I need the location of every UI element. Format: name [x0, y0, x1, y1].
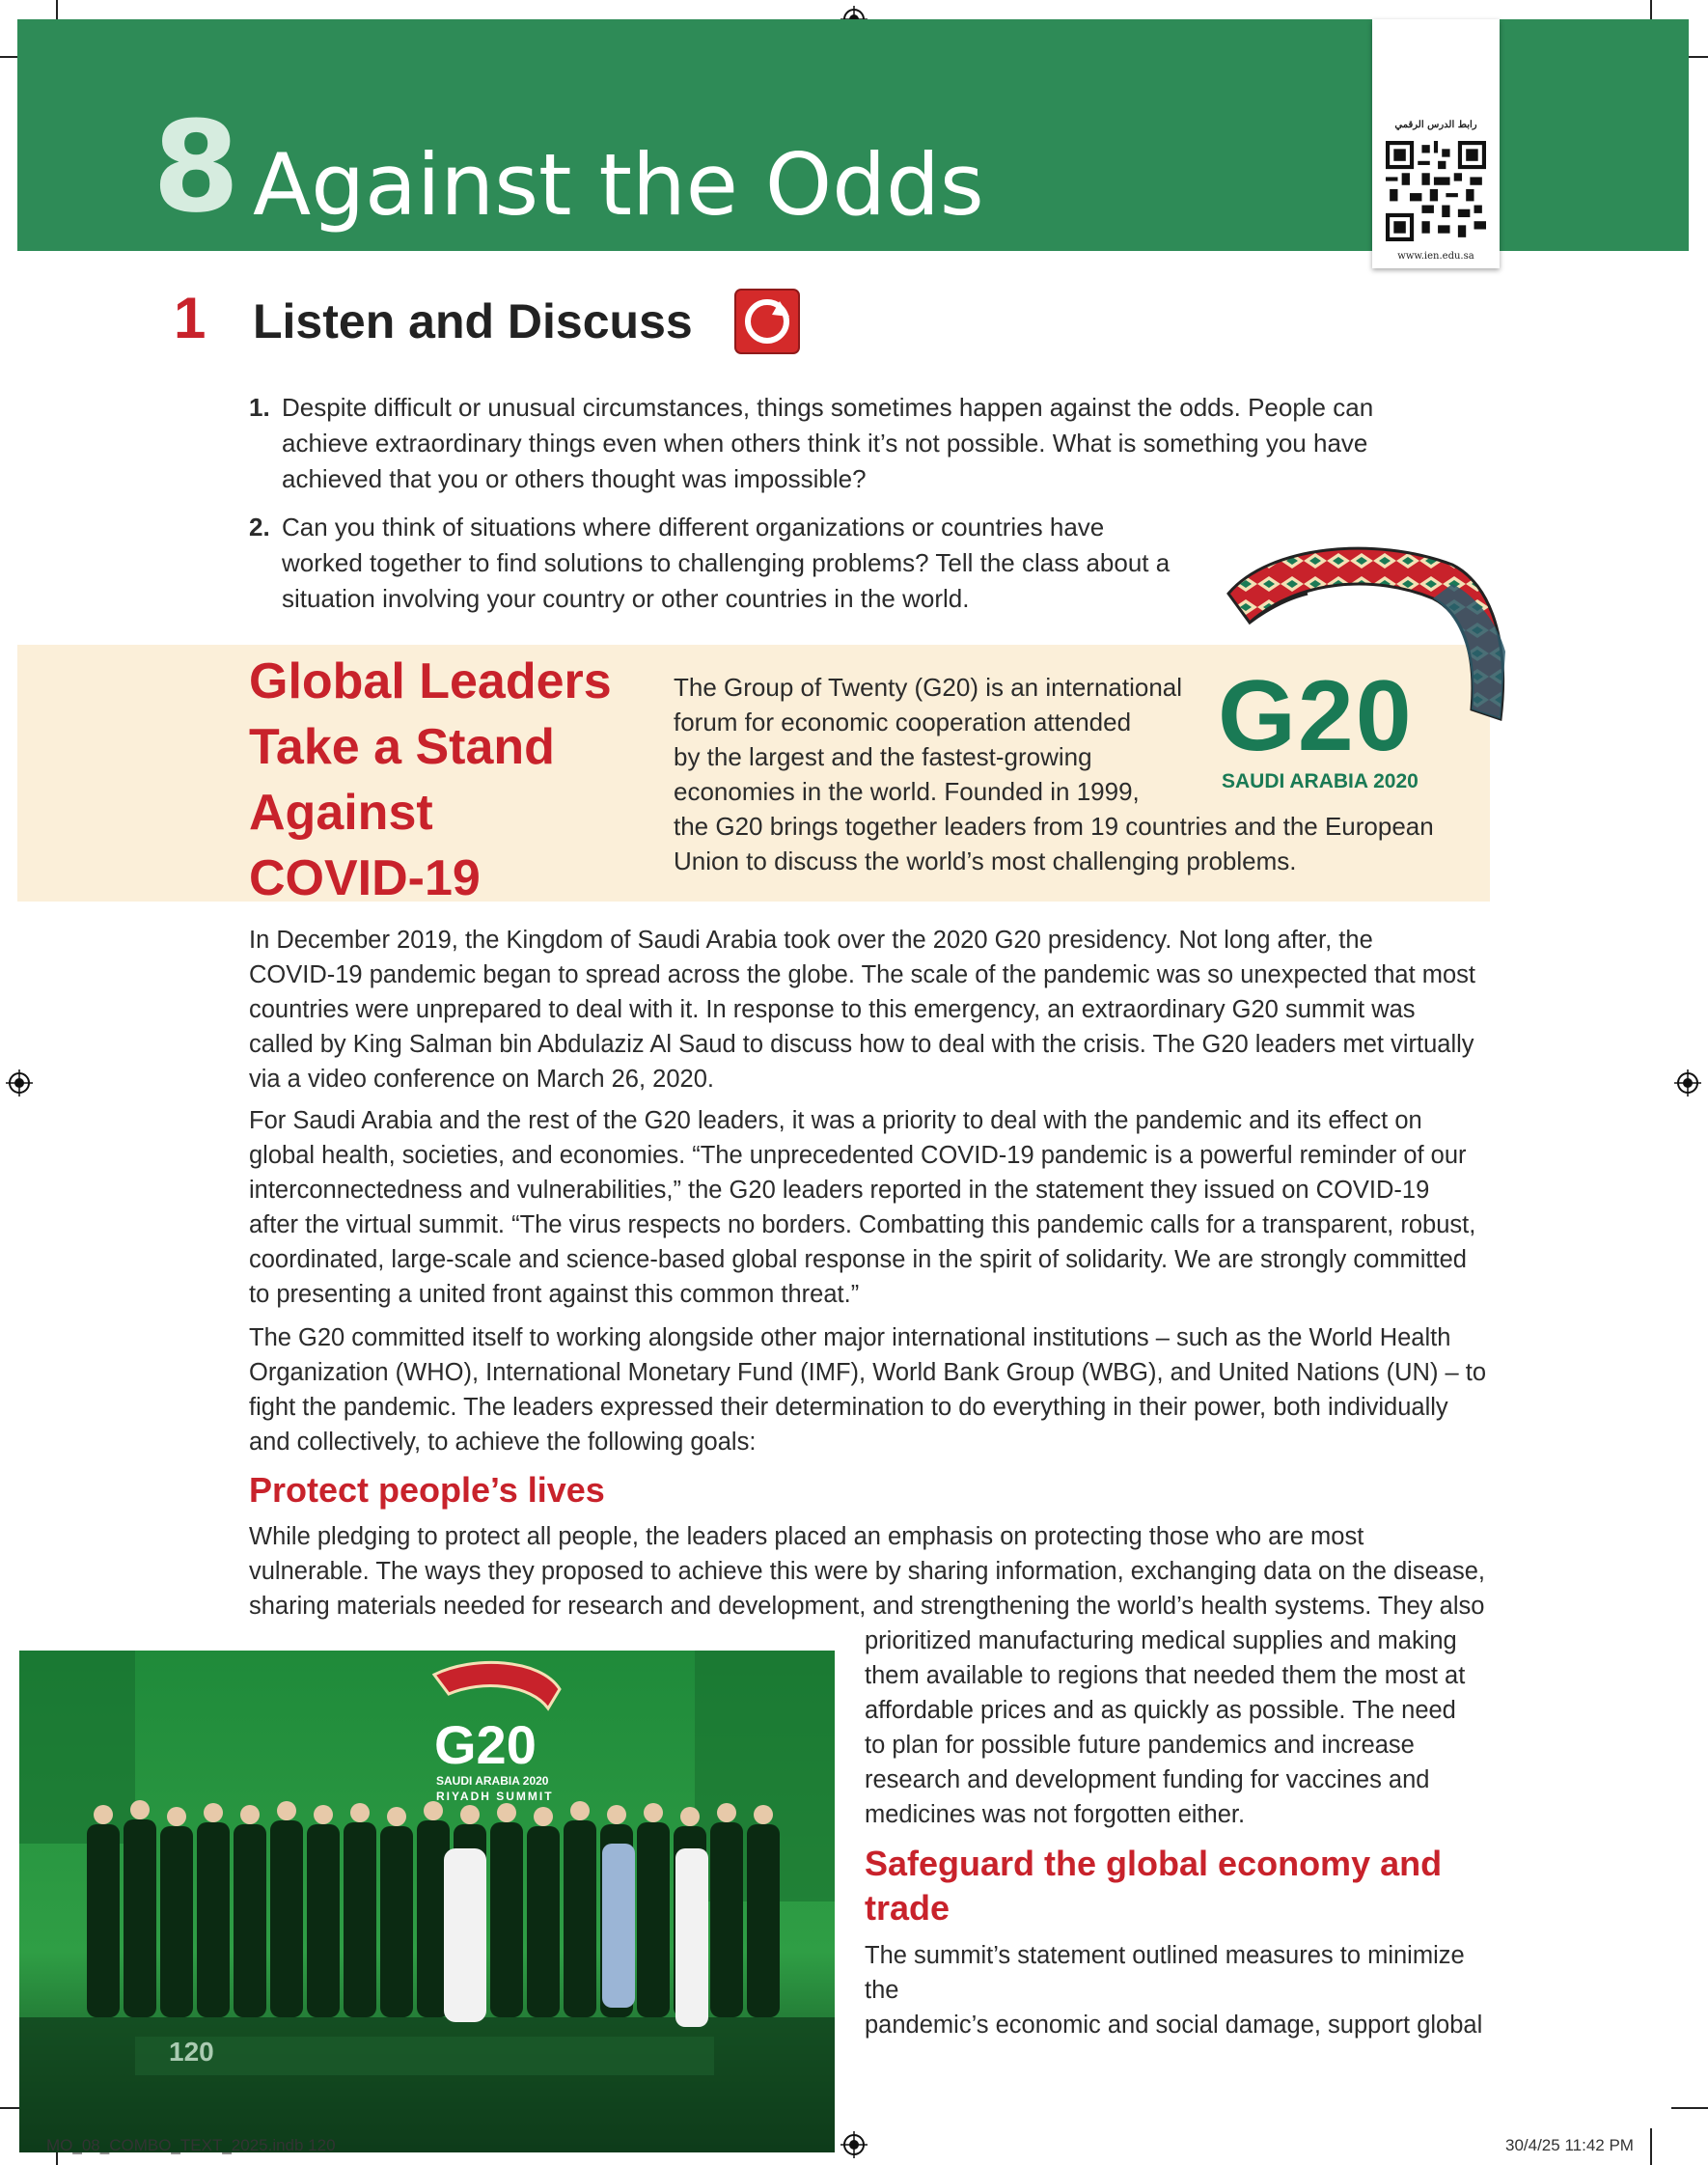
article-paragraph-2: [249, 1103, 1494, 1312]
crop-mark: [1650, 2128, 1652, 2165]
paragraph-line: The summit’s statement outlined measures to minimize the: [865, 1942, 1465, 2004]
paragraph-line: pandemic’s economic and social damage, support global: [865, 2012, 1483, 2039]
paragraph-line: In December 2019, the Kingdom of Saudi Arabia took over the 2020 G20 presidency. Not long after, the: [249, 927, 1373, 954]
feature-text-line: the G20 brings together leaders from 19 countries and the European: [674, 812, 1434, 841]
article-paragraph-4: [249, 1519, 1494, 1624]
g20-logo-subtitle: SAUDI ARABIA 2020: [1222, 770, 1419, 792]
paragraph-line: Organization (WHO), International Monetary Fund (IMF), World Bank Group (WBG), and United Nations (UN) – to: [249, 1359, 1487, 1386]
subheading-line: trade: [865, 1888, 950, 1928]
feature-text-line: forum for economic cooperation attended: [674, 708, 1132, 736]
subheading-line: Safeguard the global economy and: [865, 1844, 1443, 1883]
registration-mark-icon: [1674, 1069, 1701, 1096]
paragraph-line: interconnectedness and vulnerabilities,” the G20 leaders reported in the statement they issued on COVID-19: [249, 1177, 1430, 1204]
feature-title-line: Take a Stand: [249, 719, 555, 775]
paragraph-line: vulnerable. The ways they proposed to achieve this were by sharing information, exchanging data on the disease,: [249, 1558, 1485, 1585]
section-number: 1: [174, 286, 207, 350]
footer-file-info: MO_08_COMBO_TEXT_2025.indb 120: [46, 2136, 336, 2154]
audio-play-icon[interactable]: [733, 288, 801, 355]
paragraph-line: affordable prices and as quickly as possible. The need: [865, 1697, 1456, 1724]
chapter-number: 8: [152, 94, 240, 240]
feature-title-line: Against: [249, 785, 433, 841]
registration-mark-icon: [6, 1069, 33, 1096]
photo-page-number-watermark: 120: [169, 2037, 214, 2067]
question-line: achieve extraordinary things even when others think it’s not possible. What is something you have: [282, 429, 1368, 458]
paragraph-line: fight the pandemic. The leaders expressed their determination to do everything in their power, both individually: [249, 1394, 1448, 1421]
article-paragraph-1: [249, 923, 1494, 1096]
question-line: achieved that you or others thought was impossible?: [282, 464, 867, 493]
g20-summit-group-photo: [19, 1651, 835, 2152]
paragraph-line: While pledging to protect all people, the leaders placed an emphasis on protecting those who are most: [249, 1523, 1364, 1550]
paragraph-line: global health, societies, and economies. “The unprecedented COVID-19 pandemic is a powerful reminder of our: [249, 1142, 1467, 1169]
paragraph-line: research and development funding for vaccines and: [865, 1766, 1430, 1793]
digital-lesson-link-card[interactable]: [1372, 19, 1500, 268]
question-number: 1.: [249, 393, 270, 422]
footer-timestamp: 30/4/25 11:42 PM: [1505, 2136, 1634, 2154]
photo-banner-summit: RIYADH SUMMIT: [436, 1790, 554, 1803]
question-1: [249, 390, 1374, 497]
paragraph-line: after the virtual summit. “The virus respects no borders. Combatting this pandemic calls for a transparent, robust,: [249, 1211, 1476, 1238]
subheading-protect-lives: Protect people’s lives: [249, 1470, 605, 1510]
paragraph-line: COVID-19 pandemic began to spread across the globe. The scale of the pandemic was so unexpected that most: [249, 961, 1476, 988]
paragraph-line: and collectively, to achieve the following goals:: [249, 1429, 757, 1456]
feature-text-line: The Group of Twenty (G20) is an international: [674, 673, 1183, 702]
paragraph-line: countries were unprepared to deal with it. In response to this emergency, an extraordinary G20 summit was: [249, 996, 1416, 1023]
photo-banner-g20: G20: [434, 1714, 537, 1775]
feature-title-line: COVID-19: [249, 850, 481, 906]
paragraph-line: coordinated, large-scale and science-based global response in the spirit of solidarity. We are strongly committed: [249, 1246, 1467, 1273]
subheading-safeguard-economy: [865, 1842, 1492, 1930]
paragraph-line: to plan for possible future pandemics and increase: [865, 1732, 1415, 1759]
qr-code-icon[interactable]: [1386, 141, 1486, 241]
section-title: Listen and Discuss: [253, 294, 693, 348]
article-paragraph-3: [249, 1320, 1494, 1459]
article-paragraph-4-continued: [865, 1624, 1501, 1832]
question-line: situation involving your country or other countries in the world.: [282, 584, 970, 613]
g20-logo-text: G20: [1218, 660, 1414, 772]
paragraph-line: via a video conference on March 26, 2020.: [249, 1066, 714, 1093]
feature-text-line: by the largest and the fastest-growing: [674, 742, 1092, 771]
paragraph-line: to presenting a united front against this common threat.”: [249, 1281, 860, 1308]
paragraph-line: called by King Salman bin Abdulaziz Al Saud to discuss how to deal with the crisis. The G20 leaders met virtually: [249, 1031, 1474, 1058]
paragraph-line: medicines was not forgotten either.: [865, 1801, 1246, 1828]
question-line: Despite difficult or unusual circumstances, things sometimes happen against the odds. People can: [282, 393, 1374, 422]
summit-photo-illustration: [19, 1651, 835, 2152]
paragraph-line: For Saudi Arabia and the rest of the G20 leaders, it was a priority to deal with the pandemic and its effect on: [249, 1107, 1422, 1134]
photo-banner-subtitle: SAUDI ARABIA 2020: [436, 1774, 549, 1788]
article-paragraph-5: [865, 1938, 1501, 2042]
feature-title-line: Global Leaders: [249, 653, 612, 709]
paragraph-line: prioritized manufacturing medical supplies and making: [865, 1627, 1457, 1654]
paragraph-line: The G20 committed itself to working alongside other major international institutions – such as the World Health: [249, 1324, 1451, 1351]
paragraph-line: them available to regions that needed them the most at: [865, 1662, 1466, 1689]
question-number: 2.: [249, 513, 270, 541]
question-line: Can you think of situations where different organizations or countries have: [282, 513, 1105, 541]
question-2: [249, 510, 1171, 617]
feature-text-line: Union to discuss the world’s most challenging problems.: [674, 847, 1297, 875]
chapter-title: Against the Odds: [253, 135, 984, 235]
feature-text-line: economies in the world. Founded in 1999,: [674, 777, 1140, 806]
question-line: worked together to find solutions to challenging problems? Tell the class about a: [282, 548, 1171, 577]
paragraph-line: sharing materials needed for research and development, and strengthening the world’s health systems. They also: [249, 1593, 1485, 1620]
feature-title: [249, 649, 674, 911]
registration-mark-icon: [840, 2131, 868, 2158]
qr-url: www.ien.edu.sa: [1397, 251, 1474, 262]
crop-mark: [1671, 2107, 1708, 2109]
qr-caption: رابط الدرس الرقمي: [1394, 120, 1477, 130]
